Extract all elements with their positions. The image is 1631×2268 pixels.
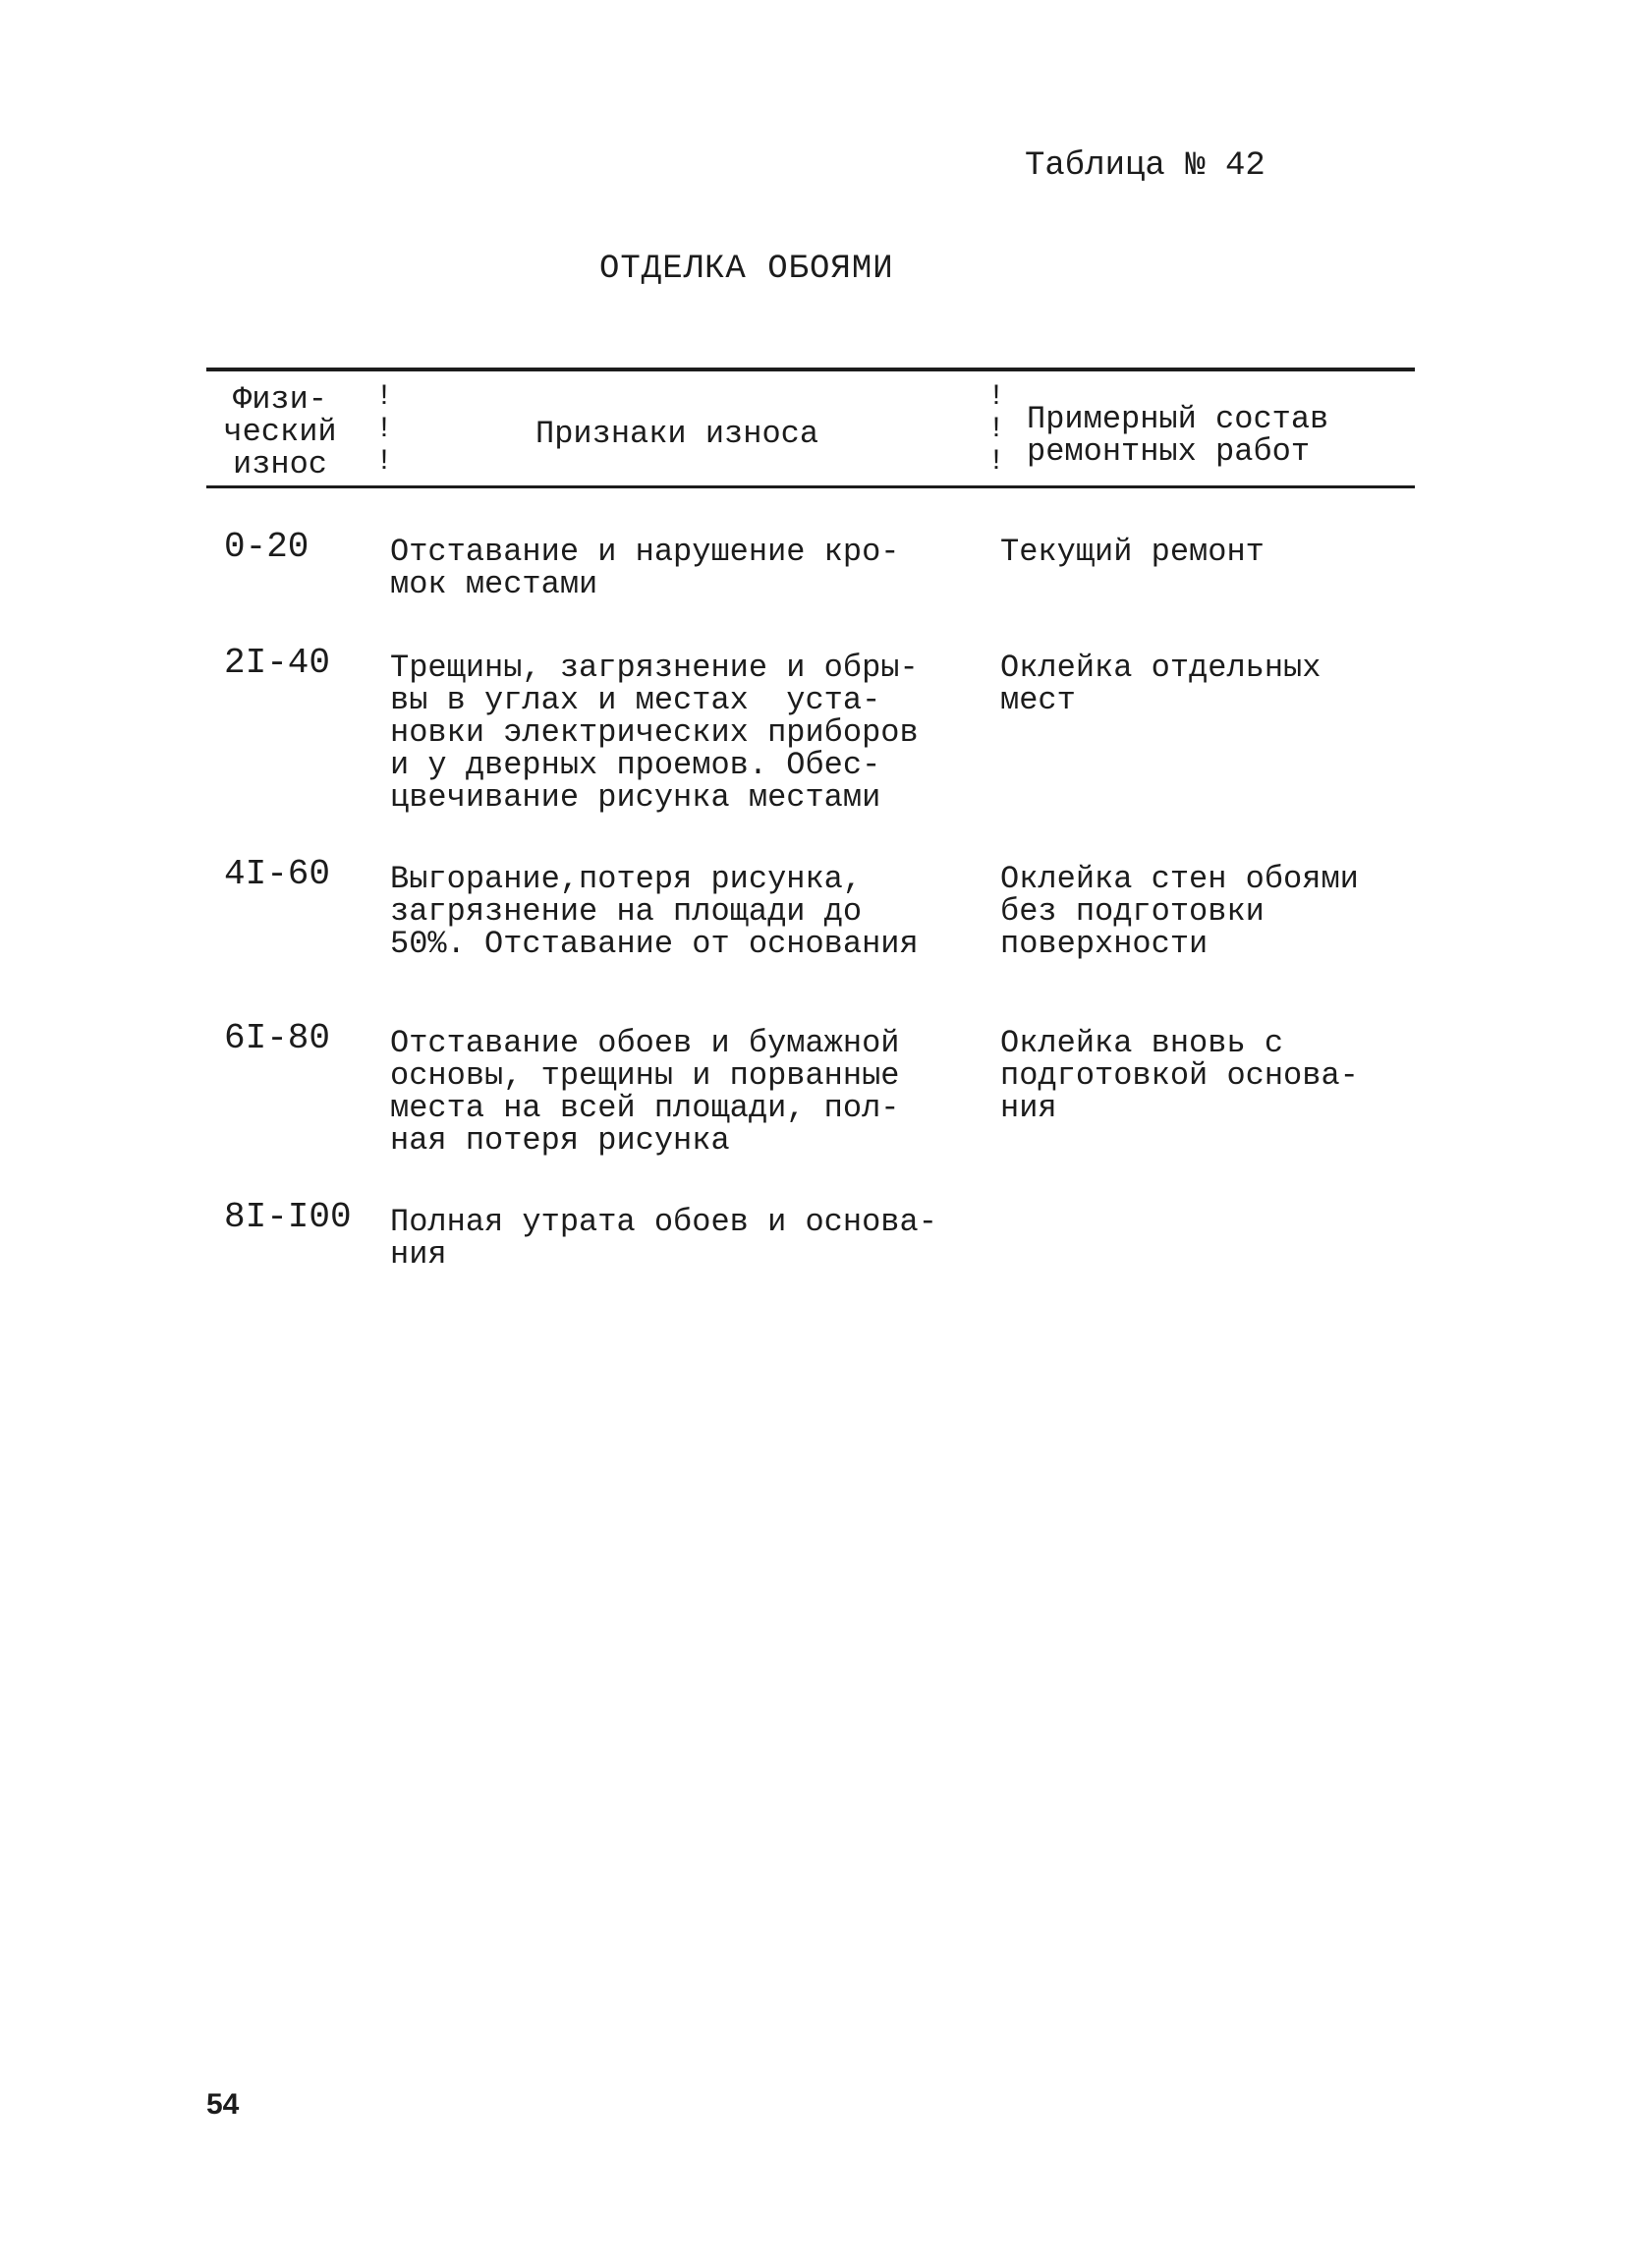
wear-signs-cell — [390, 1027, 899, 1157]
wear-signs-cell — [390, 536, 899, 600]
wear-signs-line: и у дверных проемов. Обес- — [390, 747, 881, 783]
header-signs-line: Признаки износа — [535, 416, 819, 452]
page-title: ОТДЕЛКА ОБОЯМИ — [599, 251, 894, 288]
header-work-column — [1027, 403, 1328, 468]
wear-signs-line: Отставание обоев и бумажной — [390, 1025, 900, 1061]
repair-work-line: Оклейка стен обоями — [1000, 861, 1359, 897]
repair-work-line: мест — [1000, 682, 1076, 718]
header-wear-line: Физи- — [232, 381, 327, 418]
repair-work-line: Оклейка вновь с — [1000, 1025, 1284, 1061]
wear-signs-line: вы в углах и местах уста- — [390, 682, 881, 718]
repair-work-line: Текущий ремонт — [1000, 534, 1265, 570]
header-signs-column — [535, 418, 818, 450]
header-wear-line: ческий — [223, 414, 337, 450]
wear-signs-cell — [390, 1206, 937, 1271]
wear-signs-line: основы, трещины и порванные — [390, 1057, 900, 1094]
wear-signs-line: Выгорание,потеря рисунка, — [390, 861, 863, 897]
wear-range-cell: 4I-60 — [224, 854, 331, 894]
header-separator: ! ! ! — [987, 380, 1006, 479]
repair-work-line: без подготовки — [1000, 893, 1265, 930]
wear-signs-line: ния — [390, 1236, 447, 1273]
wear-signs-line: ная потеря рисунка — [390, 1122, 730, 1159]
header-wear-column — [206, 383, 354, 481]
table-top-rule — [206, 368, 1415, 371]
wear-signs-line: места на всей площади, пол- — [390, 1090, 900, 1126]
repair-work-cell — [1000, 863, 1359, 960]
wear-range-cell: 6I-80 — [224, 1018, 331, 1058]
page-number: 54 — [206, 2088, 240, 2121]
header-work-line: ремонтных работ — [1027, 433, 1311, 470]
wear-signs-line: Отставание и нарушение кро- — [390, 534, 900, 570]
header-separator: ! ! ! — [375, 380, 394, 479]
repair-work-line: подготовкой основа- — [1000, 1057, 1359, 1094]
wear-signs-line: загрязнение на площади до — [390, 893, 863, 930]
repair-work-cell — [1000, 652, 1321, 716]
wear-signs-line: цвечивание рисунка местами — [390, 779, 881, 816]
table-header-rule — [206, 485, 1415, 488]
wear-range-cell: 0-20 — [224, 527, 309, 567]
repair-work-cell — [1000, 536, 1265, 568]
wear-signs-line: новки электрических приборов — [390, 714, 919, 751]
table-label: Таблица № 42 — [1025, 147, 1265, 185]
header-work-line: Примерный состав — [1027, 401, 1329, 437]
header-wear-line: износ — [232, 446, 327, 482]
repair-work-line: ния — [1000, 1090, 1057, 1126]
wear-signs-line: Трещины, загрязнение и обры- — [390, 650, 919, 686]
wear-range-cell: 2I-40 — [224, 643, 331, 683]
wear-signs-line: мок местами — [390, 566, 598, 602]
wear-signs-cell — [390, 863, 919, 960]
repair-work-cell — [1000, 1027, 1359, 1124]
wear-signs-line: 50%. Отставание от основания — [390, 926, 919, 962]
repair-work-line: поверхности — [1000, 926, 1209, 962]
repair-work-line: Оклейка отдельных — [1000, 650, 1322, 686]
wear-range-cell: 8I-I00 — [224, 1197, 352, 1237]
wear-signs-line: Полная утрата обоев и основа- — [390, 1204, 937, 1240]
wear-signs-cell — [390, 652, 919, 814]
